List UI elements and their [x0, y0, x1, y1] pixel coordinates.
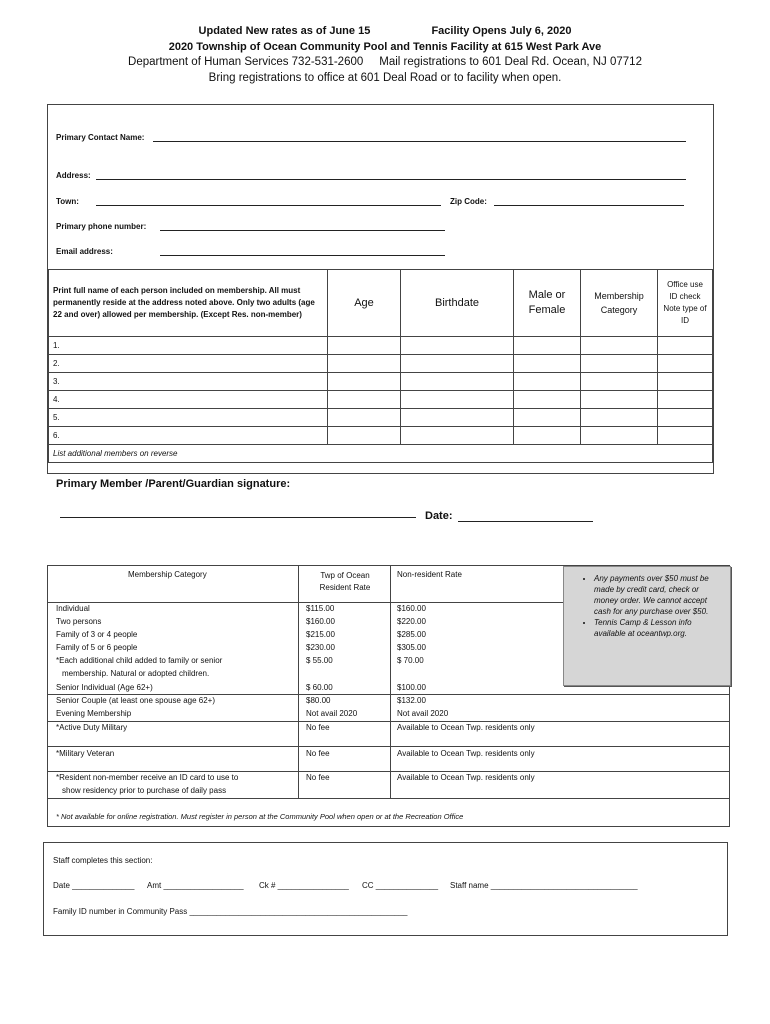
- family-id-field[interactable]: Family ID number in Community Pass _________________________________________________: [53, 907, 408, 916]
- phone-field[interactable]: [160, 230, 445, 231]
- town-field[interactable]: [96, 205, 441, 206]
- form-title: 2020 Township of Ocean Community Pool and Tennis Facility at 615 West Park Ave: [168, 41, 602, 53]
- staff-section-title: Staff completes this section:: [53, 856, 153, 865]
- phone-label: Primary phone number:: [56, 222, 147, 231]
- office-use-header: Office use ID check Note type of ID: [658, 270, 713, 337]
- resident-rate-header: Twp of Ocean Resident Rate: [319, 571, 371, 592]
- table-row[interactable]: [49, 427, 713, 445]
- member-row-number: 4.: [49, 391, 328, 409]
- category-column-header: Membership Category: [128, 570, 207, 579]
- member-row-number: 1.: [49, 337, 328, 355]
- signature-field[interactable]: [60, 517, 416, 518]
- staff-cc-field[interactable]: CC ______________: [362, 881, 439, 890]
- tennis-note: • Tennis Camp & Lesson info available at oceantwp.org.: [594, 617, 724, 639]
- staff-section: [43, 842, 728, 936]
- rates-table: Membership Category Twp of Ocean Resident Rate Non-resident Rate Individual $115.00 $160.00 Two persons $160.00 $220.00 Family of 3 or 4 people $215.00 $285.00 Family of 5 or 6 people $230.00 $305.00 *Each additional child added to family or senior $ 55.00 $ 70.00 membership. Natural or adopted children. Senior Individual (Age 62+) $ 60.00 $100.00 Senior Couple (at least one spouse age 62+) $80.00 $132.00 Evening Membership Not avail 2020 Not avail 2020 *Active Duty Military No fee Available to Ocean Twp. residents only *Military Veteran No fee Available to Ocean Twp. residents only *Resident non-member receive an ID card to use to No fee Available to Ocean Twp. residents only show residency prior to purchase of daily pass * Not available for online registration. Must register in person at the Community Pool when open or at the Recreation Office: [47, 565, 730, 827]
- zip-field[interactable]: [494, 205, 684, 206]
- email-label: Email address:: [56, 247, 113, 256]
- staff-name-field[interactable]: Staff name _________________________________: [450, 881, 638, 890]
- table-row[interactable]: [49, 355, 713, 373]
- table-row[interactable]: [49, 337, 713, 355]
- members-table: [48, 269, 713, 463]
- payment-note: • Any payments over $50 must be made by credit card, check or money order. We cannot accept cash for any purchase over $50.: [594, 573, 724, 617]
- member-row-number: 5.: [49, 409, 328, 427]
- member-row-number: 2.: [49, 355, 328, 373]
- category-header: Membership Category: [581, 270, 658, 337]
- address-label: Address:: [56, 171, 91, 180]
- address-field[interactable]: [96, 179, 686, 180]
- payment-notes-box: [563, 566, 731, 686]
- staff-check-field[interactable]: Ck # ________________: [259, 881, 349, 890]
- department-info: Department of Human Services 732-531-2600 Mail registrations to 601 Deal Rd. Ocean, NJ 07712: [128, 56, 642, 68]
- additional-members-note: List additional members on reverse: [49, 445, 713, 463]
- table-row[interactable]: [49, 409, 713, 427]
- facility-opens-notice: Facility Opens July 6, 2020: [431, 25, 572, 37]
- registration-instructions: Bring registrations to office at 601 Deal Road or to facility when open.: [208, 72, 562, 84]
- signature-label: Primary Member /Parent/Guardian signature:: [56, 478, 291, 490]
- town-label: Town:: [56, 197, 79, 206]
- birthdate-header: Birthdate: [401, 270, 514, 337]
- zip-label: Zip Code:: [450, 197, 487, 206]
- updated-rates-notice: Updated New rates as of June 15: [198, 25, 371, 37]
- contact-section: [47, 104, 714, 474]
- header-line-1: [0, 24, 770, 39]
- sex-header: Male or Female: [514, 270, 581, 337]
- member-row-number: 3.: [49, 373, 328, 391]
- date-field[interactable]: [458, 521, 593, 522]
- table-row[interactable]: [49, 373, 713, 391]
- date-label: Date:: [425, 510, 453, 522]
- table-row[interactable]: [49, 391, 713, 409]
- members-name-header: Print full name of each person included on membership. All must permanently reside at the address noted above. Only two adults (age 22 and over) allowed per membership. (Except Res. non-member): [49, 270, 328, 337]
- member-row-number: 6.: [49, 427, 328, 445]
- staff-amt-field[interactable]: Amt __________________: [147, 881, 244, 890]
- primary-contact-field[interactable]: [153, 141, 686, 142]
- primary-contact-label: Primary Contact Name:: [56, 133, 145, 142]
- age-header: Age: [328, 270, 401, 337]
- nonresident-rate-header: Non-resident Rate: [397, 570, 462, 579]
- email-field[interactable]: [160, 255, 445, 256]
- online-registration-footnote: * Not available for online registration. Must register in person at the Community Pool when open or at the Recreation Office: [56, 812, 464, 821]
- staff-date-field[interactable]: Date ______________: [53, 881, 135, 890]
